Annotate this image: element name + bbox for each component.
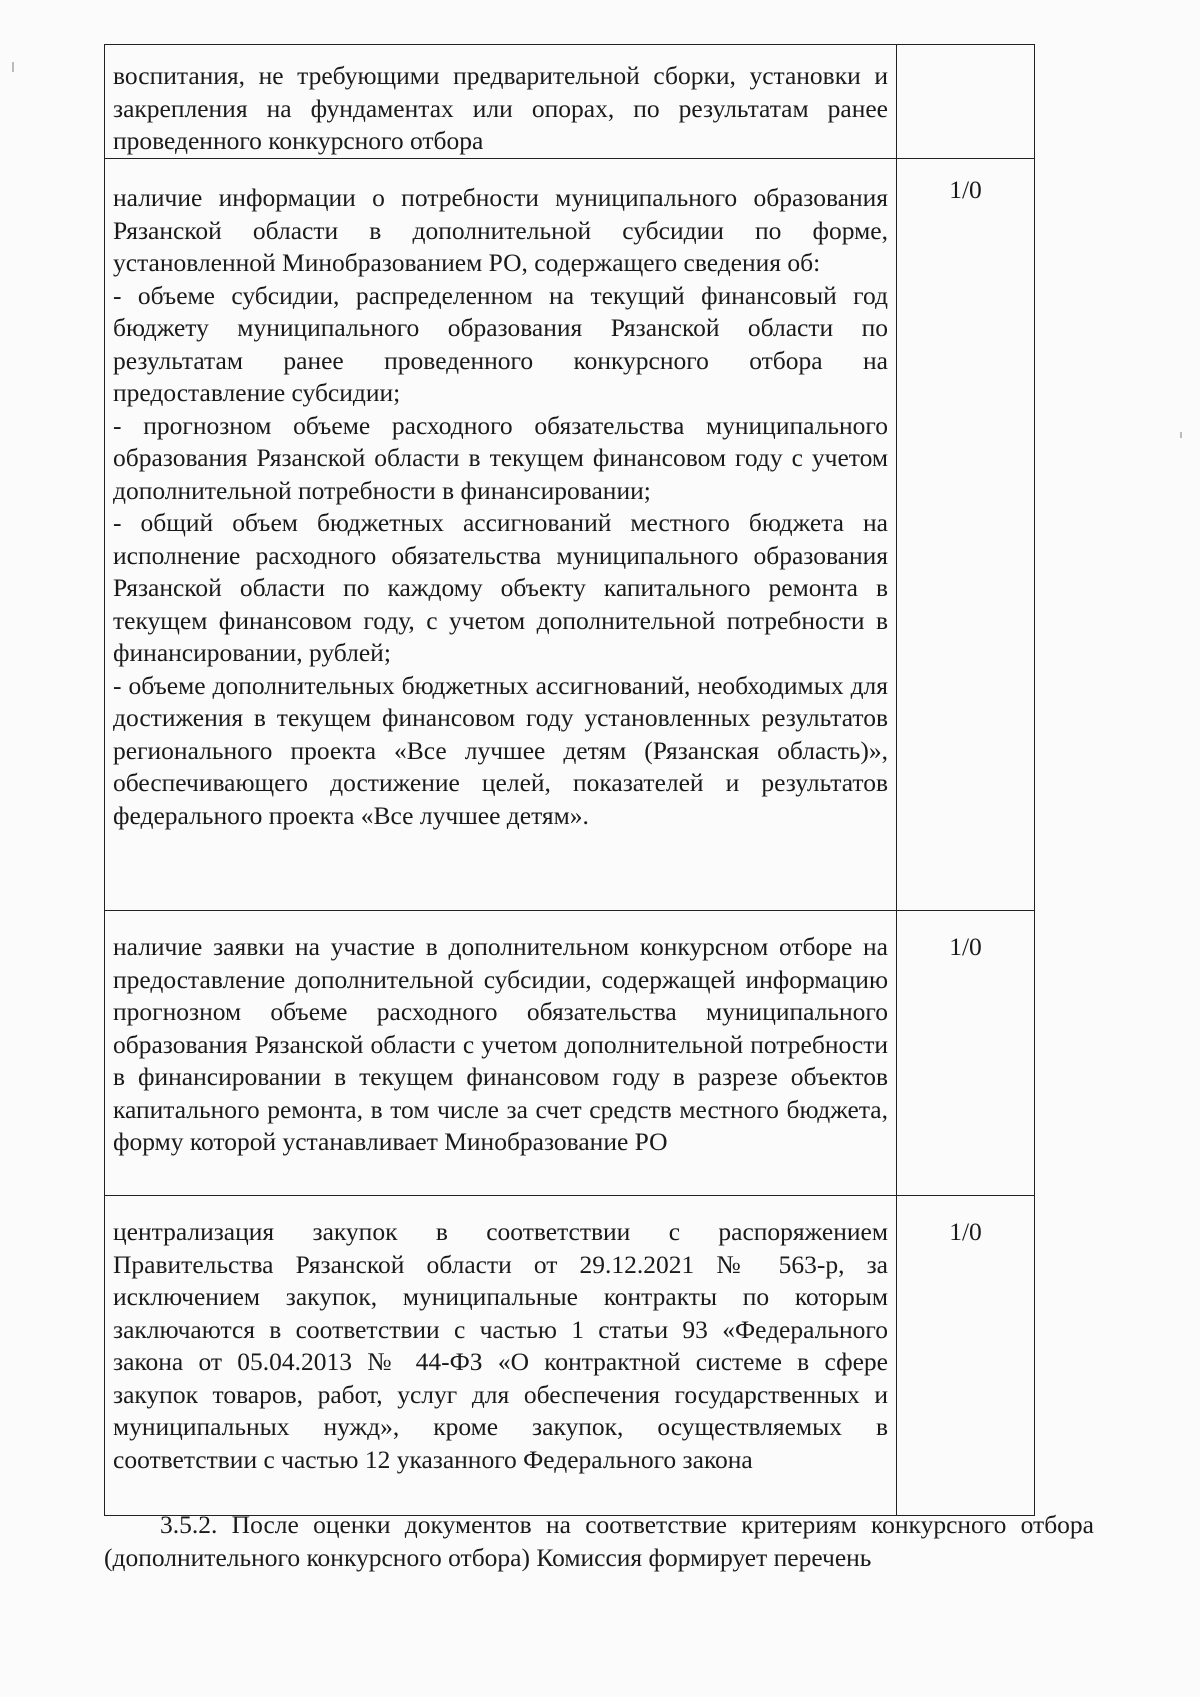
criterion-item: - объеме субсидии, распределенном на текущий финансовый год бюджету муниципального образования Рязанской области по результатам ранее проведенного конкурсного отбора на предоставление субсидии; (113, 280, 888, 407)
body-paragraph: 3.5.2. После оценки документов на соответствие критериям конкурсного отбора (дополнительного конкурсного отбора) Комиссия формирует перечень (104, 1510, 1094, 1572)
criterion-cell (105, 159, 897, 911)
score-cell: 1/0 (897, 1196, 1035, 1516)
criteria-table (104, 44, 1035, 1516)
criterion-text: воспитания, не требующими предварительной сборки, установки и закрепления на фундаментах или опорах, по результатам ранее проведенного конкурсного отбора (113, 61, 888, 155)
criterion-text: централизация закупок в соответствии с распоряжением Правительства Рязанской области от 29.12.2021 № 563-р, за исключением закупок, муниципальные контракты по которым заключаются в соответствии с частью 1 статьи 93 «Федерального закона от 05.04.2013 № 44-ФЗ «О контрактной системе в сфере закупок товаров, работ, услуг для обеспечения государственных и муниципальных нужд», кроме закупок, осуществляемых в соответствии с частью 12 указанного Федерального закона (113, 1217, 888, 1474)
scan-speck (1180, 432, 1182, 438)
criterion-item: - объеме дополнительных бюджетных ассигнований, необходимых для достижения в текущем финансовом году установленных результатов регионального проекта «Все лучшее детям (Рязанская область)», обеспечивающего достижение целей, показателей и результатов федерального проекта «Все лучшее детям». (113, 670, 888, 830)
criterion-item: - общий объем бюджетных ассигнований местного бюджета на исполнение расходного обязательства муниципального образования Рязанской области по каждому объекту капитального ремонта в текущем финансовом году, с учетом дополнительной потребности в финансировании, рублей; (113, 508, 888, 667)
table-row (105, 45, 1035, 159)
table-row (105, 911, 1035, 1196)
criterion-cell (105, 1196, 897, 1516)
score-cell (897, 45, 1035, 159)
criterion-text: наличие заявки на участие в дополнительном конкурсном отборе на предоставление дополнительной субсидии, содержащей информацию прогнозном объеме расходного обязательства муниципального образования Рязанской области с учетом дополнительной потребности в финансировании в текущем финансовом году в разрезе объектов капитального ремонта, в том числе за счет средств местного бюджета, форму которой устанавливает Минобразование РО (113, 932, 888, 1156)
table-row (105, 1196, 1035, 1516)
criterion-text: наличие информации о потребности муниципального образования Рязанской области в дополнительной субсидии по форме, установленной Минобразованием РО, содержащего сведения об: (113, 183, 888, 277)
criterion-cell (105, 911, 897, 1196)
score-cell: 1/0 (897, 159, 1035, 911)
criterion-cell (105, 45, 897, 159)
criterion-item: - прогнозном объеме расходного обязательства муниципального образования Рязанской области в текущем финансовом году с учетом дополнительной потребности в финансировании; (113, 410, 888, 505)
score-cell: 1/0 (897, 911, 1035, 1196)
table-row (105, 159, 1035, 911)
scan-speck (12, 62, 14, 72)
